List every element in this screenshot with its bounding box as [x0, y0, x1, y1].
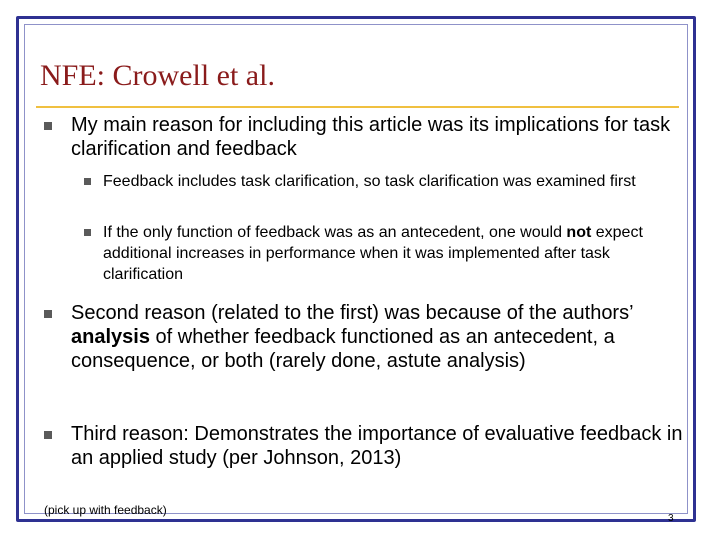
sub-bullet-text-2-pre: If the only function of feedback was as an antecedent, one would: [103, 224, 567, 241]
title-underline: [36, 106, 679, 108]
bullet-text-2-emphasis: analysis: [71, 326, 150, 348]
sub-bullet-text-2-post: expect additional increases in performance when it was implemented after task clarification: [103, 224, 643, 283]
square-bullet-icon: [84, 229, 91, 236]
bullet-text-2-post: of whether feedback functioned as an antecedent, a consequence, or both (rarely done, astute analysis): [71, 326, 615, 372]
bullet-text-2-pre: Second reason (related to the first) was because of the authors’: [71, 302, 633, 324]
square-bullet-icon: [44, 310, 52, 318]
sub-bullet-text-1: Feedback includes task clarification, so task clarification was examined first: [103, 173, 636, 190]
sub-bullet-text-2: [103, 222, 683, 285]
square-bullet-icon: [84, 178, 91, 185]
bullet-text-2: [71, 301, 691, 373]
bullet-text-1: My main reason for including this article was its implications for task clarification and feedback: [71, 114, 671, 160]
square-bullet-icon: [44, 431, 52, 439]
page-number: 3: [668, 513, 674, 524]
bullet-text-3: Third reason: Demonstrates the importance of evaluative feedback in an applied study (per Johnson, 2013): [71, 423, 683, 469]
footnote: (pick up with feedback): [44, 503, 167, 517]
sub-bullet-text-2-emphasis: not: [566, 224, 592, 241]
square-bullet-icon: [44, 122, 52, 130]
slide-title: NFE: Crowell et al.: [40, 59, 275, 92]
